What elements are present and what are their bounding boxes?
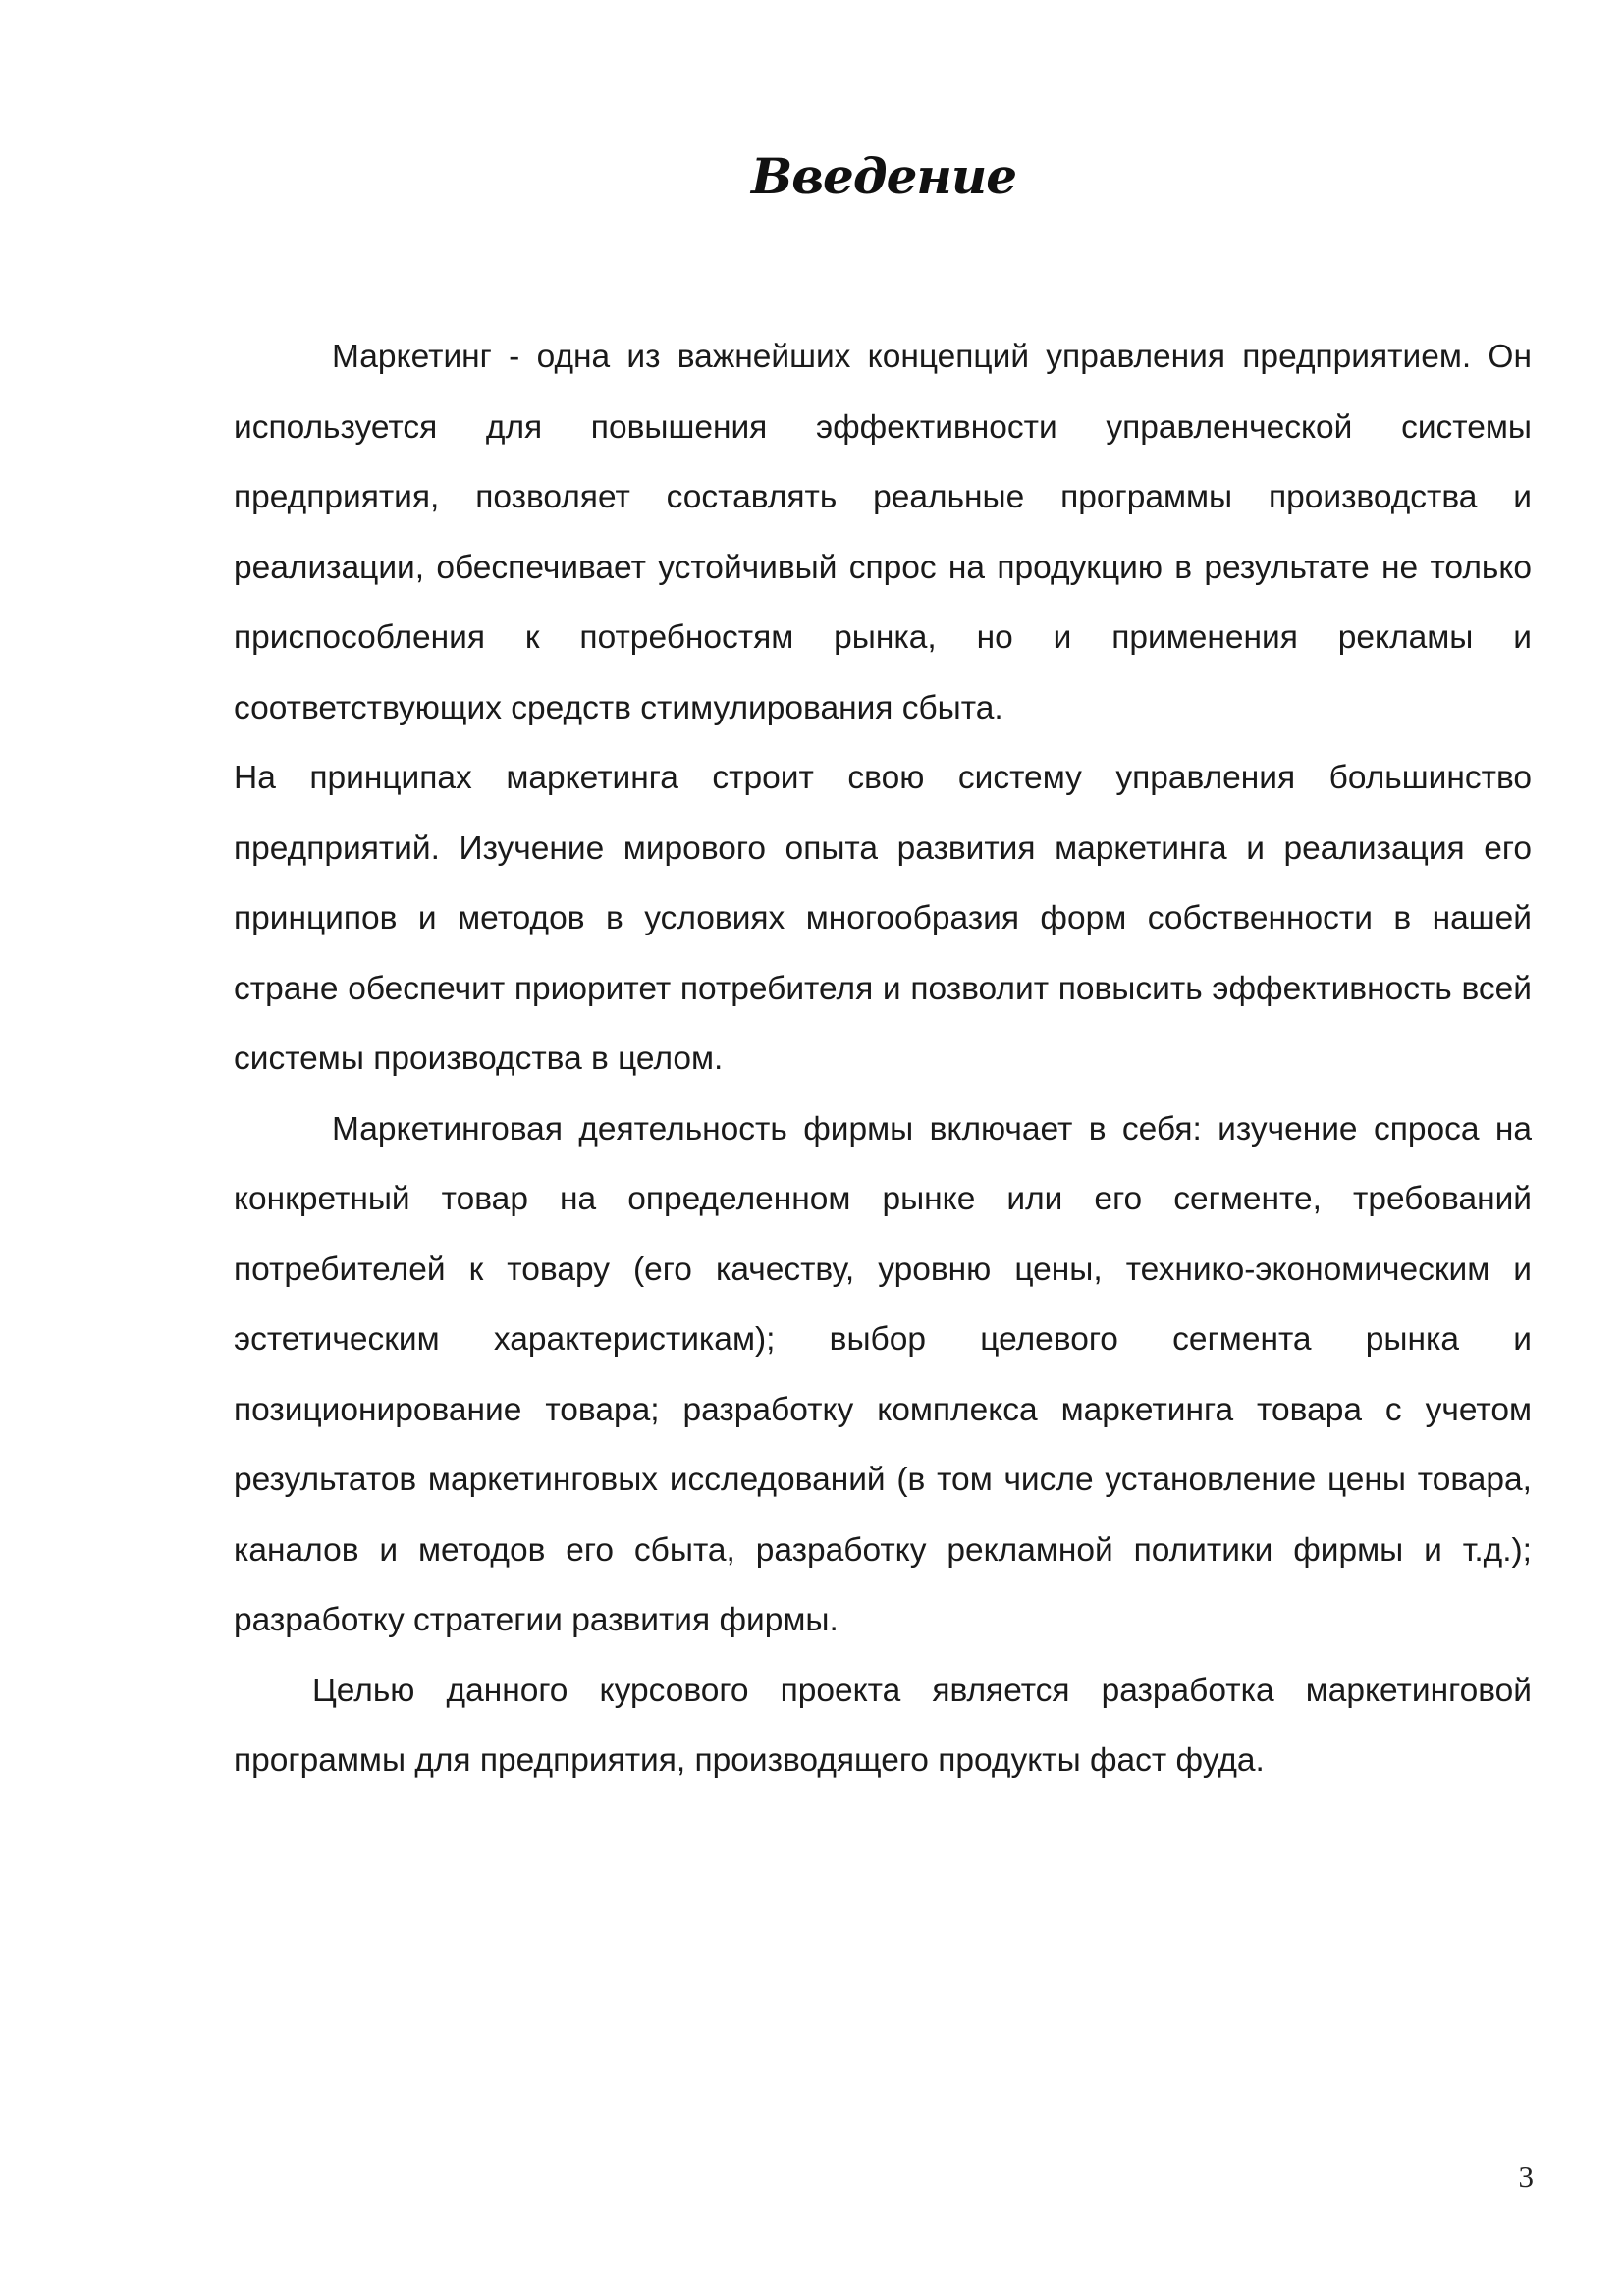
page-title: Введение: [750, 147, 1017, 205]
paragraph-marketing-definition: Маркетинг - одна из важнейших концепций управления предприятием. Он используется для повышения эффективности управленческой системы предприятия, позволяет составлять реальные программы производства и реализации, обеспечивает устойчивый спрос на продукцию в результате не только приспособления к потребностям рынка, но и применения рекламы и соответствующих средств стимулирования сбыта.: [234, 339, 1532, 726]
paragraph-marketing-activity: Маркетинговая деятельность фирмы включает в себя: изучение спроса на конкретный товар на определенном рынке или его сегменте, требований потребителей к товару (его качеству, уровню цены, технико-экономическим и эстетическим характеристикам); выбор целевого сегмента рынка и позиционирование товара; разработку комплекса маркетинга товара с учетом результатов маркетинговых исследований (в том числе установление цены товара, каналов и методов его сбыта, разработку рекламной политики фирмы и т.д.); разработку стратегии развития фирмы.: [234, 1110, 1532, 1638]
paragraph-marketing-principles: На принципах маркетинга строит свою систему управления большинство предприятий. Изучение мирового опыта развития маркетинга и реализация его принципов и методов в условиях многообразия форм собственности в нашей стране обеспечит приоритет потребителя и позволит повысить эффективность всей системы производства в целом.: [234, 760, 1532, 1077]
paragraph-project-goal: Целью данного курсового проекта является разработка маркетинговой программы для предприятия, производящего продукты фаст фуда.: [234, 1672, 1532, 1779]
body-text: [234, 322, 1532, 1796]
page-number: 3: [1518, 2160, 1534, 2194]
